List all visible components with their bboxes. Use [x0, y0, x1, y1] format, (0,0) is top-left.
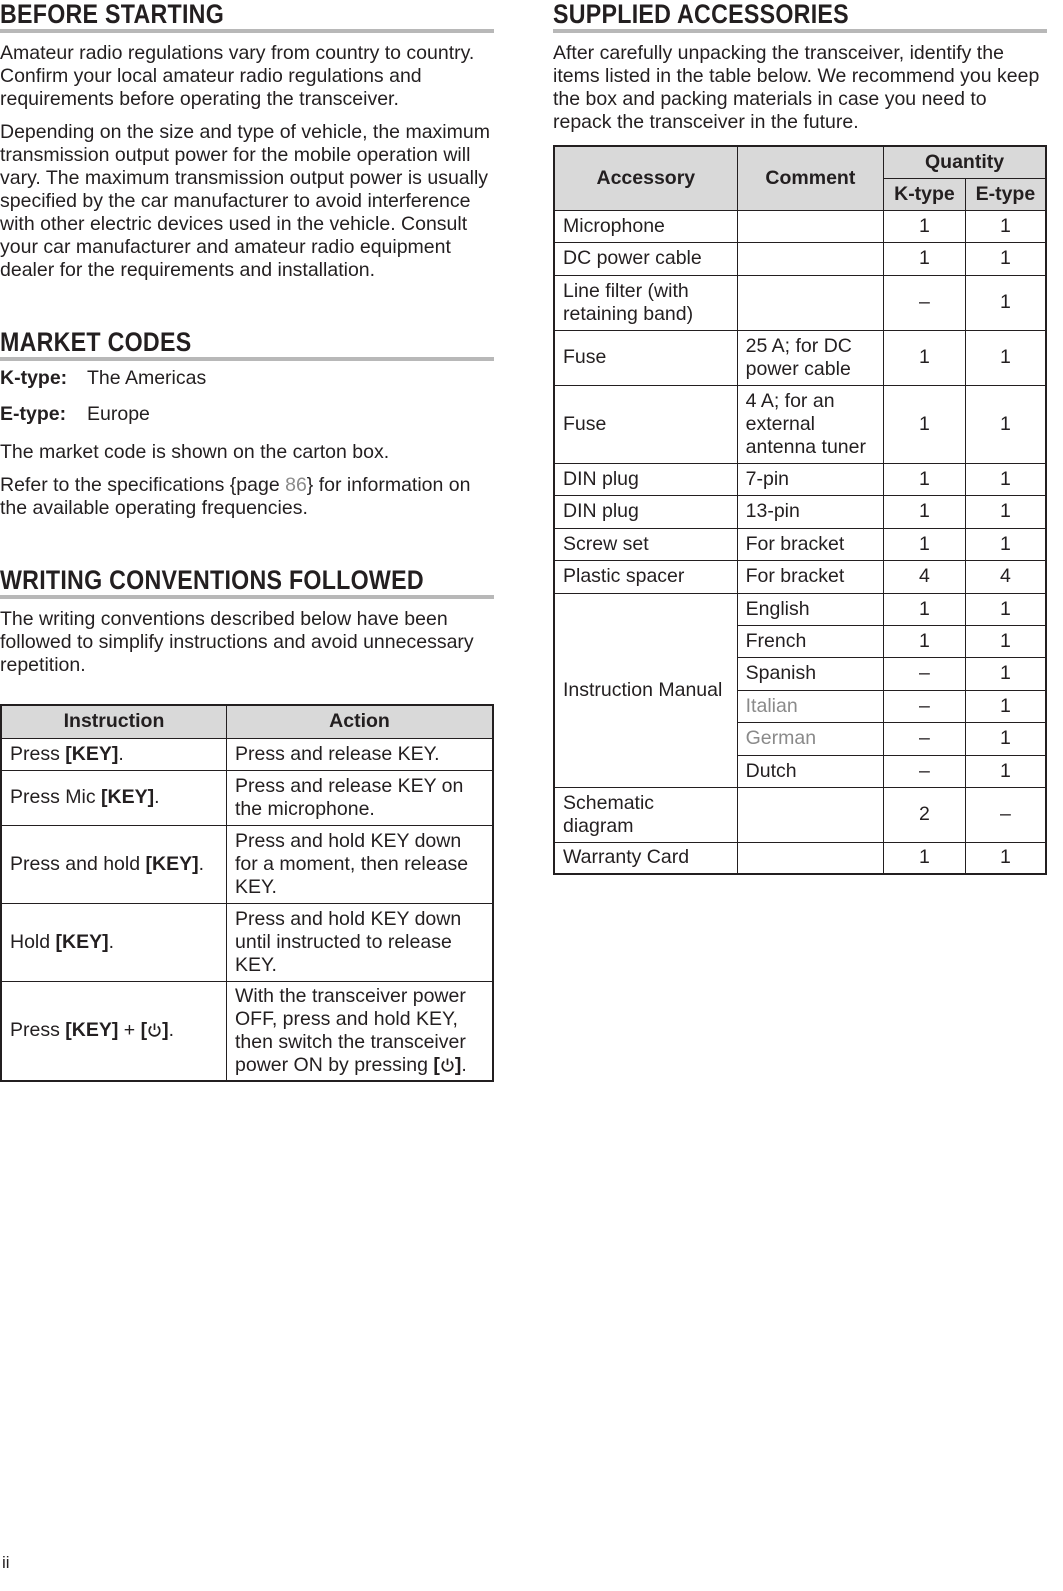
market-code-reference [0, 474, 494, 520]
k-type-cell: 1 [884, 210, 966, 242]
market-code-key: E-type: [0, 403, 67, 425]
before-starting-paragraph-2: Depending on the size and type of vehicle, the maximum transmission output power for the mobile operation will vary. The maximum transmission output power is usually specified by the car manufacturer to avoid interference with other electric devices used in the vehicle. Consult your car manufacturer and amateur radio equipment dealer for the requirements and installation. [0, 121, 490, 281]
e-type-cell: 4 [965, 560, 1046, 593]
e-type-cell: 1 [965, 657, 1046, 690]
k-type-cell: 1 [884, 242, 966, 275]
table-row [554, 593, 1046, 625]
accessory-cell: Plastic spacer [554, 560, 737, 593]
accessory-cell: Instruction Manual [554, 593, 737, 787]
market-code-key: K-type: [0, 367, 68, 389]
accessory-cell: Microphone [554, 210, 737, 242]
action-cell: Press and hold KEY down until instructed to release KEY. [227, 903, 494, 981]
writing-conventions-intro: The writing conventions described below have been followed to simplify instructions and avoid unnecessary repetition. [0, 608, 474, 676]
e-type-cell: 1 [965, 722, 1046, 755]
action-cell: Press and hold KEY down for a moment, then release KEY. [227, 825, 494, 903]
table-row [1, 903, 493, 981]
e-type-cell: 1 [965, 330, 1046, 385]
table-row [554, 787, 1046, 842]
comment-cell: For bracket [737, 560, 883, 593]
action-column-header: Action [227, 705, 494, 738]
table-row [1, 770, 493, 825]
market-code-note: The market code is shown on the carton box. [0, 441, 390, 463]
market-code-value: Europe [87, 403, 150, 425]
table-row [554, 210, 1046, 242]
e-type-cell: 1 [965, 495, 1046, 528]
e-type-cell: 1 [965, 242, 1046, 275]
before-starting-heading: BEFORE STARTING [0, 0, 225, 29]
accessory-column-header: Accessory [554, 146, 737, 210]
instruction-cell: Hold [KEY]. [1, 903, 227, 981]
table-row [554, 528, 1046, 560]
comment-cell: For bracket [737, 528, 883, 560]
k-type-cell: 1 [884, 495, 966, 528]
left-column [0, 0, 494, 677]
accessory-cell: DIN plug [554, 463, 737, 495]
comment-cell [737, 275, 883, 330]
market-codes-heading: MARKET CODES [0, 327, 192, 357]
k-type-cell: – [884, 690, 966, 722]
accessory-cell: Schematic diagram [554, 787, 737, 842]
accessory-cell: DC power cable [554, 242, 737, 275]
action-cell: Press and release KEY. [227, 738, 494, 770]
heading-rule [0, 595, 494, 599]
accessory-cell: Fuse [554, 385, 737, 463]
table-header-row [1, 705, 493, 738]
accessory-cell: Fuse [554, 330, 737, 385]
k-type-cell: 1 [884, 842, 966, 874]
power-icon [440, 1057, 455, 1073]
table-row [554, 495, 1046, 528]
comment-cell [737, 842, 883, 874]
market-code-row [0, 396, 494, 431]
accessory-cell: Warranty Card [554, 842, 737, 874]
e-type-cell: 1 [965, 625, 1046, 657]
k-type-cell: – [884, 755, 966, 787]
e-type-cell: 1 [965, 385, 1046, 463]
instruction-cell: Press Mic [KEY]. [1, 770, 227, 825]
instruction-cell: Press and hold [KEY]. [1, 825, 227, 903]
e-type-cell: 1 [965, 528, 1046, 560]
e-type-column-header: E-type [965, 178, 1046, 210]
right-column [553, 0, 1047, 869]
accessory-cell: Line filter (with retaining band) [554, 275, 737, 330]
instruction-cell: Press [KEY]. [1, 738, 227, 770]
k-type-cell: 2 [884, 787, 966, 842]
table-row [554, 275, 1046, 330]
k-type-cell: – [884, 722, 966, 755]
e-type-cell: 1 [965, 755, 1046, 787]
table-row [554, 330, 1046, 385]
power-icon [147, 1022, 162, 1038]
page-link[interactable]: 86 [285, 474, 307, 496]
table-row [1, 981, 493, 1081]
heading-rule [0, 29, 494, 33]
supplied-accessories-heading: SUPPLIED ACCESSORIES [553, 0, 849, 29]
comment-cell: 13-pin [737, 495, 883, 528]
e-type-cell: – [965, 787, 1046, 842]
heading-rule [553, 29, 1047, 33]
table-row [554, 560, 1046, 593]
k-type-cell: 1 [884, 528, 966, 560]
comment-cell: Dutch [737, 755, 883, 787]
e-type-cell: 1 [965, 463, 1046, 495]
reference-text: Refer to the specifications {page [0, 474, 286, 496]
writing-conventions-table [0, 704, 494, 1082]
instruction-column-header: Instruction [1, 705, 227, 738]
table-row [554, 463, 1046, 495]
reference-text: } for information on the available operating frequencies. [0, 474, 471, 519]
table-row [1, 825, 493, 903]
k-type-cell: 4 [884, 560, 966, 593]
action-cell: Press and release KEY on the microphone. [227, 770, 494, 825]
comment-cell [737, 242, 883, 275]
table-row [1, 738, 493, 770]
e-type-cell: 1 [965, 842, 1046, 874]
e-type-cell: 1 [965, 210, 1046, 242]
k-type-cell: 1 [884, 593, 966, 625]
before-starting-paragraph-1: Amateur radio regulations vary from country to country. Confirm your local amateur radio regulations and requirements before operating the transceiver. [0, 42, 475, 110]
comment-cell [737, 210, 883, 242]
table-row [554, 385, 1046, 463]
table-row [554, 842, 1046, 874]
writing-conventions-heading: WRITING CONVENTIONS FOLLOWED [0, 565, 424, 595]
e-type-cell: 1 [965, 690, 1046, 722]
comment-cell: Italian [737, 690, 883, 722]
accessory-cell: Screw set [554, 528, 737, 560]
accessory-cell: DIN plug [554, 495, 737, 528]
accessories-table [553, 145, 1047, 875]
comment-cell: English [737, 593, 883, 625]
k-type-cell: 1 [884, 385, 966, 463]
comment-cell: 4 A; for an external antenna tuner [737, 385, 883, 463]
comment-cell: 7-pin [737, 463, 883, 495]
k-type-cell: 1 [884, 330, 966, 385]
k-type-cell: 1 [884, 625, 966, 657]
k-type-cell: 1 [884, 463, 966, 495]
comment-cell: German [737, 722, 883, 755]
market-code-row [0, 361, 494, 396]
instruction-cell: Press [KEY] + [ ]. [1, 981, 227, 1081]
comment-cell: 25 A; for DC power cable [737, 330, 883, 385]
market-code-value: The Americas [87, 367, 207, 389]
k-type-cell: – [884, 657, 966, 690]
quantity-column-header: Quantity [884, 146, 1046, 178]
table-row [554, 242, 1046, 275]
comment-column-header: Comment [737, 146, 883, 210]
e-type-cell: 1 [965, 275, 1046, 330]
page-number: ii [2, 1553, 10, 1572]
comment-cell: Spanish [737, 657, 883, 690]
e-type-cell: 1 [965, 593, 1046, 625]
comment-cell: French [737, 625, 883, 657]
comment-cell [737, 787, 883, 842]
table-header-row [554, 146, 1046, 178]
action-cell: With the transceiver power OFF, press and hold KEY, then switch the transceiver power ON by pressing [ ]. [227, 981, 494, 1081]
supplied-accessories-intro: After carefully unpacking the transceiver, identify the items listed in the table below. We recommend you keep the box and packing materials in case you need to repack the transceiver in the future. [553, 42, 1040, 133]
k-type-cell: – [884, 275, 966, 330]
k-type-column-header: K-type [884, 178, 966, 210]
